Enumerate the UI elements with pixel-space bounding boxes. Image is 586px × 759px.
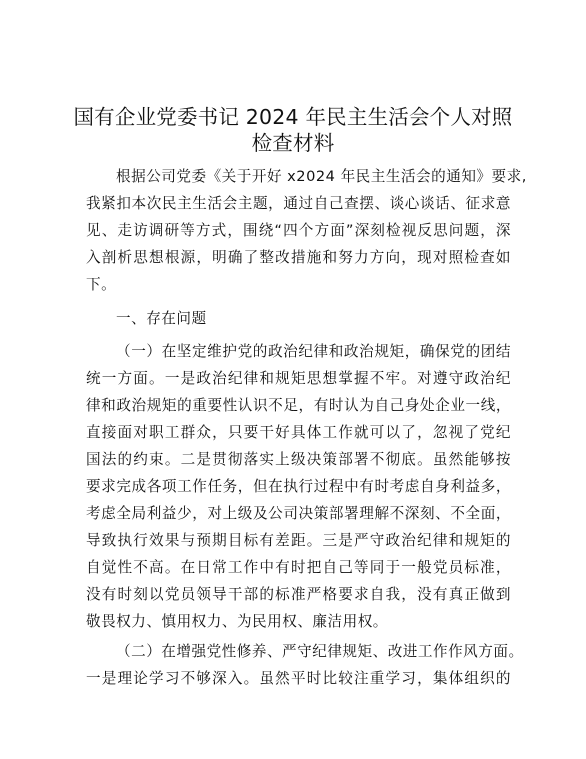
- paragraph-line: 考虑全局利益少，对上级及公司决策部署理解不深刻、不全面，: [86, 505, 511, 522]
- paragraph-line: 敬畏权力、慎用权力、为民用权、廉洁用权。: [86, 613, 388, 630]
- document-title-line-2: 检查材料: [251, 131, 335, 155]
- paragraph-line: 一是理论学习不够深入。虽然平时比较注重学习，集体组织的: [86, 670, 511, 687]
- paragraph-line: （二）在增强党性修养、严守纪律规矩、改进工作作风方面。: [116, 643, 524, 660]
- section-heading: 一、存在问题: [116, 310, 207, 327]
- paragraph-line: （一）在坚定维护党的政治纪律和政治规矩，确保党的团结: [116, 343, 511, 360]
- paragraph-line: 律和政治规矩的重要性认识不足，有时认为自己身处企业一线，: [86, 397, 511, 414]
- paragraph-intro-line: 下。: [86, 276, 117, 293]
- paragraph-intro-line: 我紧扣本次民主生活会主题，通过自己查摆、谈心谈话、征求意: [86, 195, 511, 212]
- paragraph-line: 要求完成各项工作任务，但在执行过程中有时考虑自身利益多，: [86, 478, 511, 495]
- paragraph-line: 统一方面。一是政治纪律和规矩思想掌握不牢。对遵守政治纪: [86, 370, 511, 387]
- paragraph-intro-line: 见、走访调研等方式，围绕“四个方面”深刻检视反思问题，深: [86, 222, 511, 239]
- paragraph-line: 国法的约束。二是贯彻落实上级决策部署不彻底。虽然能够按: [86, 451, 511, 468]
- paragraph-line: 没有时刻以党员领导干部的标准严格要求自我，没有真正做到: [86, 586, 511, 603]
- paragraph-line: 导致执行效果与预期目标有差距。三是严守政治纪律和规矩的: [86, 532, 511, 549]
- paragraph-intro-line: 根据公司党委《关于开好 x2024 年民主生活会的通知》要求,: [116, 168, 527, 185]
- paragraph-line: 自觉性不高。在日常工作中有时把自己等同于一般党员标准，: [86, 559, 511, 576]
- paragraph-line: 直接面对职工群众，只要干好具体工作就可以了，忽视了党纪: [86, 424, 511, 441]
- document-title-line-1: 国有企业党委书记 2024 年民主生活会个人对照: [73, 105, 513, 129]
- paragraph-intro-line: 入剖析思想根源，明确了整改措施和努力方向，现对照检查如: [86, 249, 511, 266]
